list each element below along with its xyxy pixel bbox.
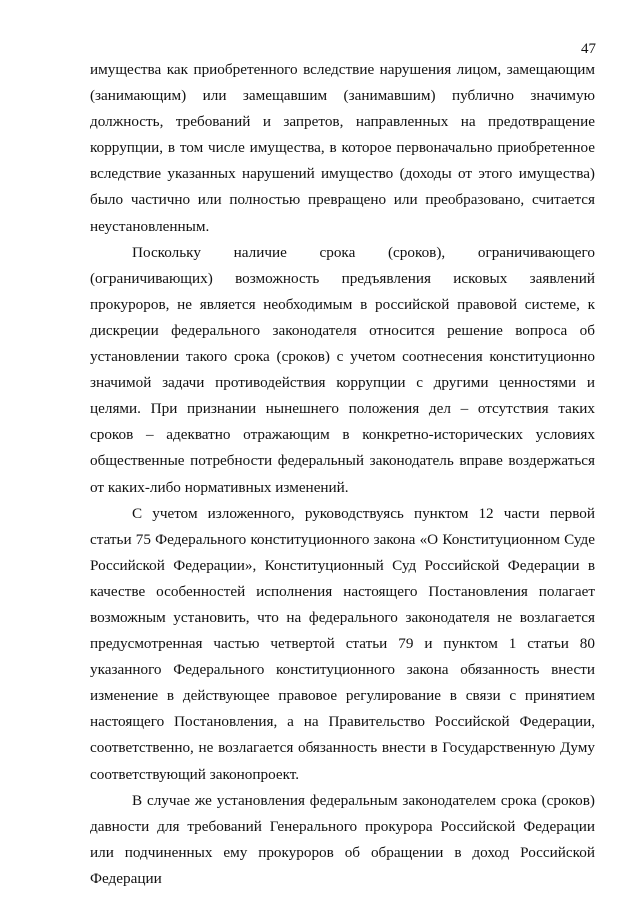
paragraph-continuation: имущества как приобретенного вследствие нарушения лицом, замещающим (занимающим) или замещавшим (занимавшим) публично значимую должность, требований и запретов, направленных на предотвращение коррупции, в том числе имущества, в которое первоначально приобретенное вследствие указанных нарушений имущество (доходы от этого имущества) было частично или полностью превращено или преобразовано, считается неустановленным. <box>90 61 595 235</box>
paragraph-limitation-period: Поскольку наличие срока (сроков), ограничивающего (ограничивающих) возможность предъявления исковых заявлений прокуроров, не является необходимым в российской правовой системе, к дискреции федерального законодателя относится решение вопроса об установлении такого срока (сроков) с учетом соотнесения конституционно значимой задачи противодействия коррупции с другими ценностями и целями. При признании нынешнего положения дел – отсутствия таких сроков – адекватно отражающим в конкретно-исторических условиях общественные потребности федеральный законодатель вправе воздержаться от каких-либо нормативных изменений. <box>90 243 595 496</box>
paragraph-execution-features: С учетом изложенного, руководствуясь пунктом 12 части первой статьи 75 Федерального конституционного закона «О Конституционном Суде Российской Федерации», Конституционный Суд Российской Федерации в качестве особенностей исполнения настоящего Постановления полагает возможным установить, что на федерального законодателя не возлагается предусмотренная частью четвертой статьи 79 и пунктом 1 статьи 80 указанного Федерального конституционного закона обязанность внести изменение в действующее правовое регулирование в связи с принятием настоящего Постановления, а на Правительство Российской Федерации, соответственно, не возлагается обязанность внести в Государственную Думу соответствующий законопроект. <box>90 504 595 783</box>
paragraph-statute-of-limitations: В случае же установления федеральным законодателем срока (сроков) давности для требований Генерального прокурора Российской Федерации или подчиненных ему прокуроров об обращении в доход Российской Федерации <box>90 791 595 887</box>
body-text <box>90 57 595 892</box>
page-number: 47 <box>581 41 596 57</box>
